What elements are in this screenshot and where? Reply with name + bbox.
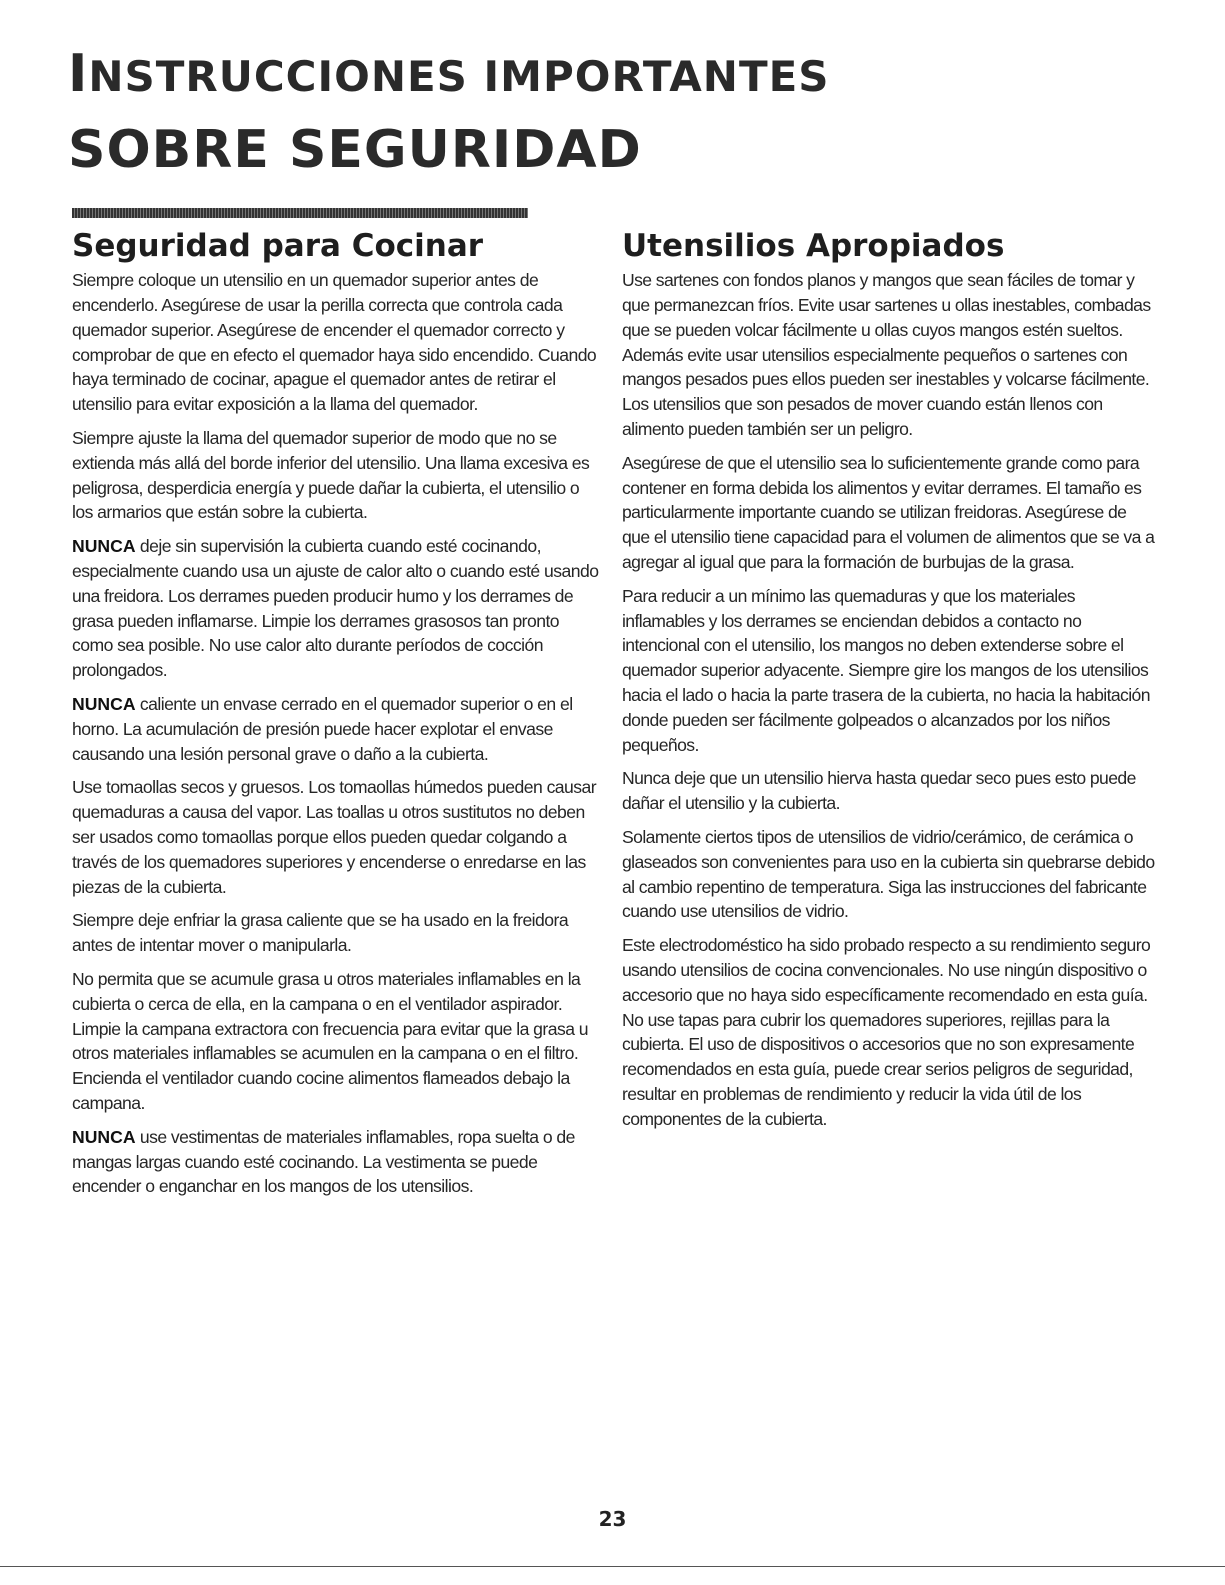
paragraph-text: caliente un envase cerrado en el quemador superior o en el horno. La acumulación de presión puede hacer explotar el envase causando una lesión personal grave o daño a la cubierta. bbox=[72, 694, 573, 764]
title-underline-rule bbox=[72, 208, 528, 218]
paragraph: Para reducir a un mínimo las quemaduras y que los materiales inflamables y los derrames se enciendan debidos a contacto no intencional con el utensilio, los mangos no deben extenderse sobre el quemador superior adyacente. Siempre gire los mangos de los utensilios hacia el lado o hacia la parte trasera de la cubierta, no hacia la habitación donde pueden ser fácilmente golpeados o alcanzados por los niños pequeños. bbox=[622, 585, 1150, 755]
paragraph: Use sartenes con fondos planos y mangos que sean fáciles de tomar y que permanezcan fríos. Evite usar sartenes u ollas inestables, combadas que se pueden volcar fácilmente u ollas cuyos mangos estén sueltos. Además evite usar utensilios especialmente pequeños o sartenes con mangos pesados pues ellos pueden ser inestables y volcarse fácilmente. Los utensilios que son pesados de mover cuando están llenos con alimento pueden también ser un peligro. bbox=[622, 270, 1151, 440]
paragraph: Este electrodoméstico ha sido probado respecto a su rendimiento seguro usando utensilios de cocina convencionales. No use ningún dispositivo o accesorio que no haya sido específicamente recomendado en esta guía. No use tapas para cubrir los quemadores superiores, rejillas para la cubierta. El uso de dispositivos o accesorios que no son expresamente recomendados en esta guía, puede crear serios peligros de seguridad, resultar en problemas de rendimiento y reducir la vida útil de los componentes de la cubierta. bbox=[622, 935, 1151, 1129]
paragraph bbox=[72, 692, 602, 766]
paragraph: Siempre deje enfriar la grasa caliente que se ha usado en la freidora antes de intentar mover o manipularla. bbox=[72, 910, 569, 956]
warning-keyword: NUNCA bbox=[72, 536, 136, 557]
paragraph-text: deje sin supervisión la cubierta cuando esté cocinando, especialmente cuando usa un ajuste de calor alto o cuando esté usando una freidora. Los derrames pueden producir humo y los derrames de grasa pueden inflamarse. Limpie los derrames grasosos tan pronto como sea posible. No use calor alto durante períodos de cocción prolongados. bbox=[72, 536, 599, 681]
title-line-1 bbox=[68, 44, 1068, 104]
title-line-1-rest: NSTRUCCIONES IMPORTANTES bbox=[88, 52, 830, 101]
proper-utensils-heading: Utensilios Apropiados bbox=[622, 228, 1005, 264]
paragraph: Siempre coloque un utensilio en un quemador superior antes de encenderlo. Asegúrese de usar la perilla correcta que controla cada quemador superior. Asegúrese de encender el quemador correcto y comprobar de que en efecto el quemador haya sido encendido. Cuando haya terminado de cocinar, apague el quemador antes de retirar el utensilio para evitar exposición a la llama del quemador. bbox=[72, 270, 597, 415]
paragraph: Siempre ajuste la llama del quemador superior de modo que no se extienda más allá del borde inferior del utensilio. Una llama excesiva es peligrosa, desperdicia energía y puede dañar la cubierta, el utensilio o los armarios que están sobre la cubierta. bbox=[72, 428, 590, 523]
title-initial: I bbox=[68, 44, 89, 104]
paragraph: No permita que se acumule grasa u otros materiales inflamables en la cubierta o cerca de ella, en la campana o en el ventilador aspirador. Limpie la campana extractora con frecuencia para evitar que la grasa u otros materiales inflamables se acumulen en la campana o en el filtro. Encienda el ventilador cuando cocine alimentos flameados debajo la campana. bbox=[72, 969, 589, 1113]
paragraph: Nunca deje que un utensilio hierva hasta quedar seco pues esto puede dañar el utensilio y la cubierta. bbox=[622, 768, 1136, 814]
paragraph bbox=[72, 534, 602, 683]
paragraph: Asegúrese de que el utensilio sea lo suficientemente grande como para contener en forma debida los alimentos y evitar derrames. El tamaño es particularmente importante cuando se utilizan freidoras. Asegúrese de que el utensilio tiene capacidad para el volumen de alimentos que se va a agregar al igual que para la formación de burbujas de la grasa. bbox=[622, 452, 1155, 573]
paragraph bbox=[72, 1125, 602, 1199]
warning-keyword: NUNCA bbox=[72, 694, 136, 715]
cooking-safety-heading: Seguridad para Cocinar bbox=[72, 228, 484, 264]
warning-keyword: NUNCA bbox=[72, 1126, 136, 1147]
page-title bbox=[68, 44, 1068, 180]
paragraph: Solamente ciertos tipos de utensilios de vidrio/cerámico, de cerámica o glaseados son convenientes para uso en la cubierta sin quebrarse debido al cambio repentino de temperatura. Siga las instrucciones del fabricante cuando use utensilios de vidrio. bbox=[622, 827, 1155, 922]
paragraph-text: use vestimentas de materiales inflamables, ropa suelta o de mangas largas cuando esté cocinando. La vestimenta se puede encender o enganchar en los mangos de los utensilios. bbox=[72, 1126, 575, 1197]
title-line-2: SOBRE SEGURIDAD bbox=[68, 120, 642, 180]
proper-utensils-section bbox=[622, 226, 1157, 1141]
paragraph: Use tomaollas secos y gruesos. Los tomaollas húmedos pueden causar quemaduras a causa del vapor. Las toallas u otros sustitutos no deben ser usados como tomaollas porque ellos pueden quedar colgando a través de los quemadores superiores y encenderse o enredarse en las piezas de la cubierta. bbox=[72, 777, 597, 897]
cooking-safety-section bbox=[72, 226, 602, 1208]
bottom-divider bbox=[0, 1566, 1225, 1567]
page-number: 23 bbox=[598, 1507, 627, 1531]
